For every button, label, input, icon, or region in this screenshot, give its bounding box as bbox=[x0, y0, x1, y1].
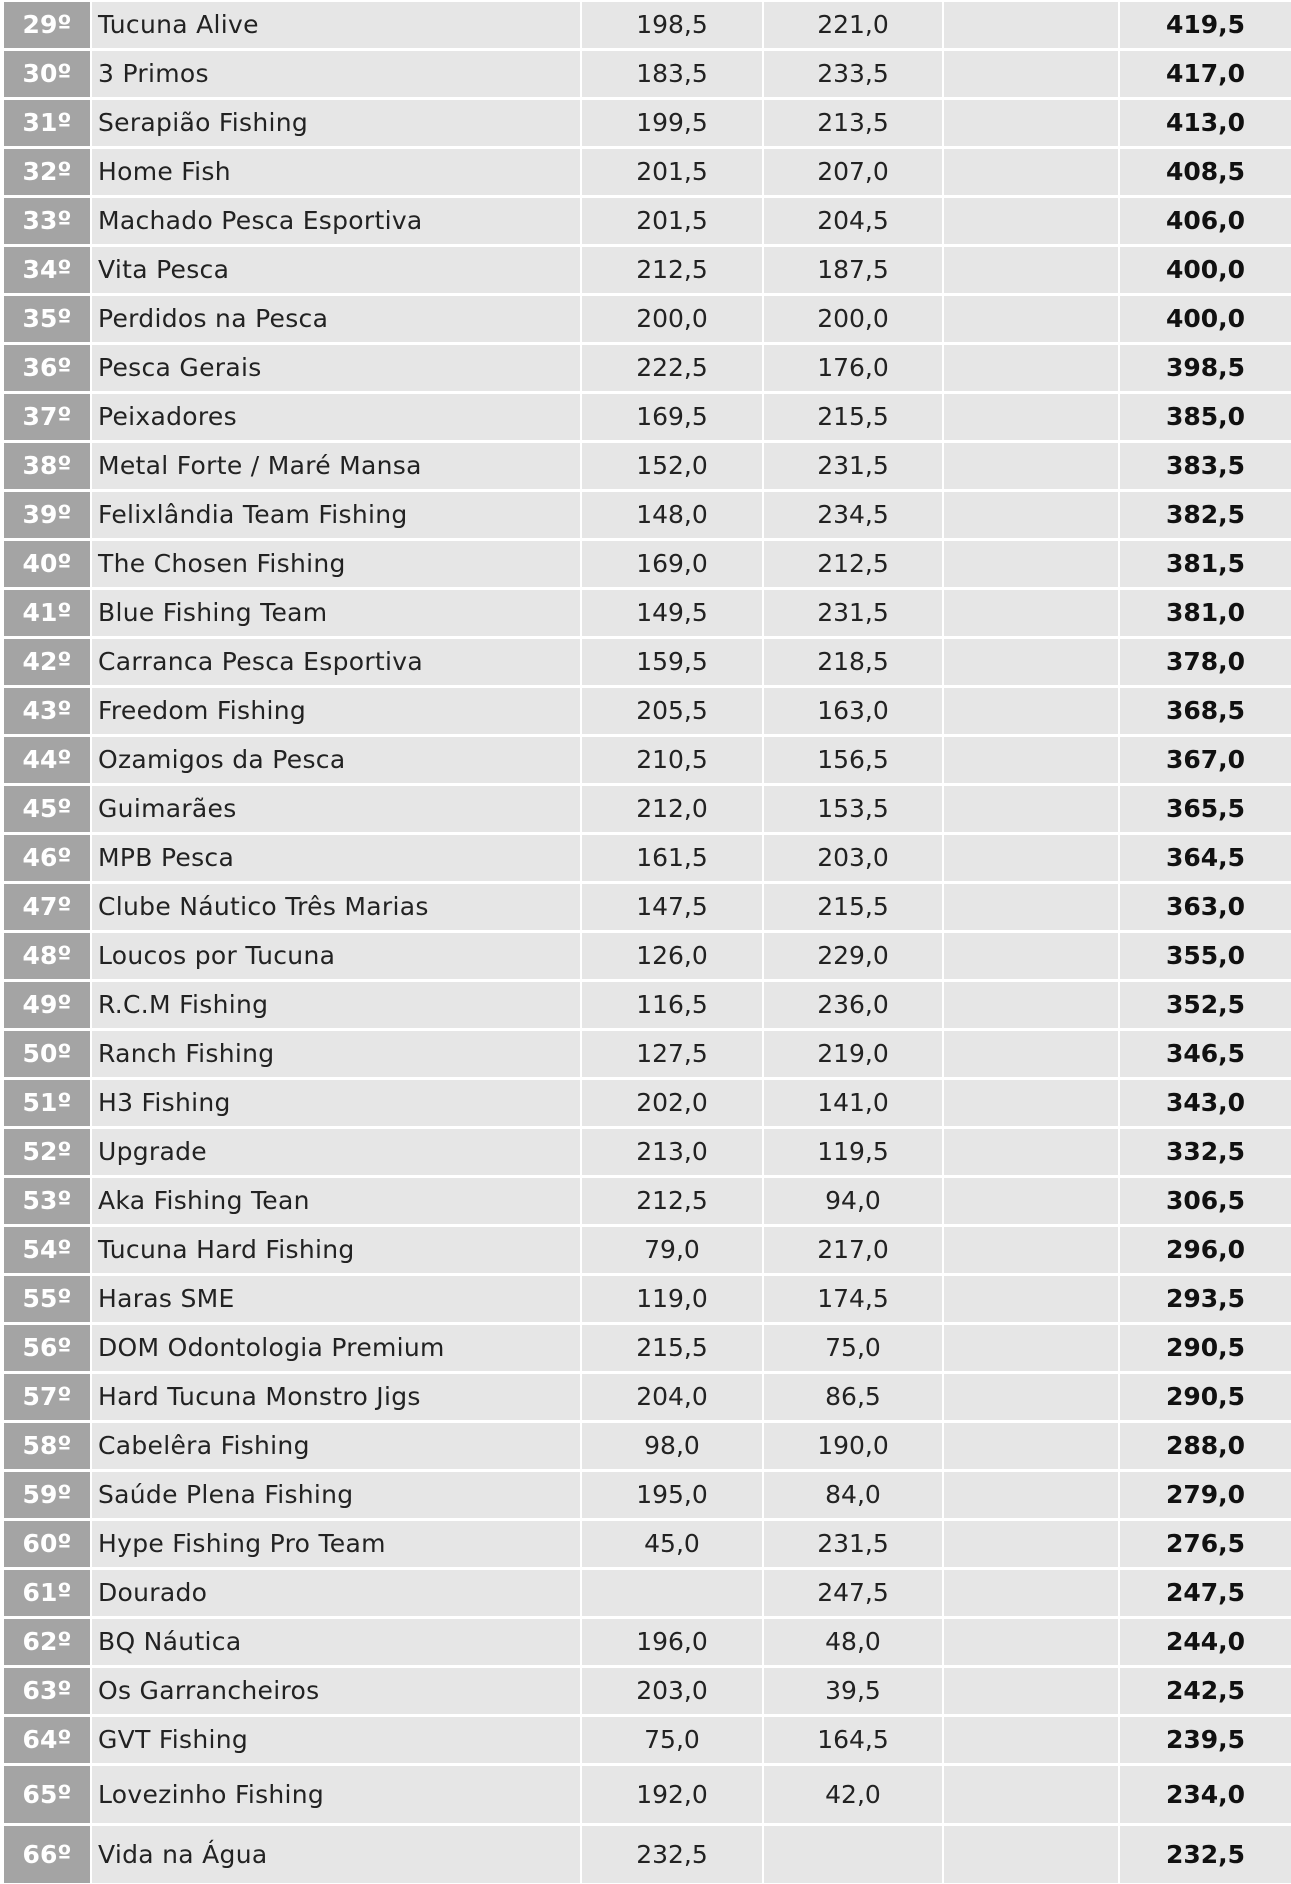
score-day3-cell bbox=[944, 1274, 1120, 1323]
score-day1-cell: 198,5 bbox=[582, 0, 764, 49]
score-day3-cell bbox=[944, 1225, 1120, 1274]
table-row bbox=[0, 1568, 1291, 1617]
score-day1-cell: 213,0 bbox=[582, 1127, 764, 1176]
score-day2-cell: 200,0 bbox=[764, 294, 944, 343]
rank-cell: 64º bbox=[0, 1715, 92, 1764]
total-score-cell: 343,0 bbox=[1120, 1078, 1291, 1127]
score-day1-cell: 127,5 bbox=[582, 1029, 764, 1078]
team-name-cell: Dourado bbox=[92, 1568, 582, 1617]
table-row bbox=[0, 784, 1291, 833]
rank-cell: 37º bbox=[0, 392, 92, 441]
team-name-cell: Vita Pesca bbox=[92, 245, 582, 294]
team-name-cell: Blue Fishing Team bbox=[92, 588, 582, 637]
score-day2-cell: 231,5 bbox=[764, 1519, 944, 1568]
table-row bbox=[0, 1323, 1291, 1372]
total-score-cell: 419,5 bbox=[1120, 0, 1291, 49]
team-name-cell: Vida na Água bbox=[92, 1824, 582, 1884]
team-name-cell: Guimarães bbox=[92, 784, 582, 833]
team-name-cell: R.C.M Fishing bbox=[92, 980, 582, 1029]
table-row bbox=[0, 245, 1291, 294]
score-day1-cell: 202,0 bbox=[582, 1078, 764, 1127]
team-name-cell: Clube Náutico Três Marias bbox=[92, 882, 582, 931]
table-row bbox=[0, 1225, 1291, 1274]
score-day1-cell: 126,0 bbox=[582, 931, 764, 980]
score-day1-cell: 159,5 bbox=[582, 637, 764, 686]
score-day3-cell bbox=[944, 1470, 1120, 1519]
table-row bbox=[0, 686, 1291, 735]
score-day2-cell: 231,5 bbox=[764, 588, 944, 637]
team-name-cell: Freedom Fishing bbox=[92, 686, 582, 735]
rank-cell: 52º bbox=[0, 1127, 92, 1176]
score-day1-cell: 192,0 bbox=[582, 1764, 764, 1824]
score-day2-cell: 48,0 bbox=[764, 1617, 944, 1666]
score-day1-cell: 148,0 bbox=[582, 490, 764, 539]
team-name-cell: Loucos por Tucuna bbox=[92, 931, 582, 980]
total-score-cell: 332,5 bbox=[1120, 1127, 1291, 1176]
score-day2-cell bbox=[764, 1824, 944, 1884]
team-name-cell: DOM Odontologia Premium bbox=[92, 1323, 582, 1372]
table-row bbox=[0, 980, 1291, 1029]
score-day2-cell: 236,0 bbox=[764, 980, 944, 1029]
score-day1-cell: 196,0 bbox=[582, 1617, 764, 1666]
score-day2-cell: 221,0 bbox=[764, 0, 944, 49]
rank-cell: 40º bbox=[0, 539, 92, 588]
total-score-cell: 383,5 bbox=[1120, 441, 1291, 490]
table-row bbox=[0, 1274, 1291, 1323]
total-score-cell: 398,5 bbox=[1120, 343, 1291, 392]
rank-cell: 46º bbox=[0, 833, 92, 882]
total-score-cell: 279,0 bbox=[1120, 1470, 1291, 1519]
team-name-cell: Metal Forte / Maré Mansa bbox=[92, 441, 582, 490]
score-day3-cell bbox=[944, 1127, 1120, 1176]
score-day3-cell bbox=[944, 1568, 1120, 1617]
team-name-cell: MPB Pesca bbox=[92, 833, 582, 882]
team-name-cell: Tucuna Alive bbox=[92, 0, 582, 49]
table-row bbox=[0, 833, 1291, 882]
total-score-cell: 355,0 bbox=[1120, 931, 1291, 980]
score-day1-cell: 116,5 bbox=[582, 980, 764, 1029]
rank-cell: 36º bbox=[0, 343, 92, 392]
score-day1-cell: 201,5 bbox=[582, 147, 764, 196]
score-day3-cell bbox=[944, 1029, 1120, 1078]
total-score-cell: 232,5 bbox=[1120, 1824, 1291, 1884]
total-score-cell: 306,5 bbox=[1120, 1176, 1291, 1225]
table-row bbox=[0, 882, 1291, 931]
score-day1-cell: 161,5 bbox=[582, 833, 764, 882]
rank-cell: 29º bbox=[0, 0, 92, 49]
score-day3-cell bbox=[944, 882, 1120, 931]
score-day1-cell: 212,5 bbox=[582, 245, 764, 294]
rank-cell: 58º bbox=[0, 1421, 92, 1470]
score-day1-cell: 183,5 bbox=[582, 49, 764, 98]
score-day3-cell bbox=[944, 1421, 1120, 1470]
score-day3-cell bbox=[944, 1715, 1120, 1764]
score-day3-cell bbox=[944, 588, 1120, 637]
rank-cell: 62º bbox=[0, 1617, 92, 1666]
score-day2-cell: 190,0 bbox=[764, 1421, 944, 1470]
total-score-cell: 293,5 bbox=[1120, 1274, 1291, 1323]
table-row bbox=[0, 49, 1291, 98]
score-day2-cell: 219,0 bbox=[764, 1029, 944, 1078]
score-day3-cell bbox=[944, 245, 1120, 294]
score-day2-cell: 218,5 bbox=[764, 637, 944, 686]
rank-cell: 41º bbox=[0, 588, 92, 637]
score-day2-cell: 207,0 bbox=[764, 147, 944, 196]
rank-cell: 54º bbox=[0, 1225, 92, 1274]
rank-cell: 43º bbox=[0, 686, 92, 735]
score-day2-cell: 176,0 bbox=[764, 343, 944, 392]
table-row bbox=[0, 1617, 1291, 1666]
total-score-cell: 363,0 bbox=[1120, 882, 1291, 931]
table-row bbox=[0, 1764, 1291, 1824]
rank-cell: 33º bbox=[0, 196, 92, 245]
score-day3-cell bbox=[944, 294, 1120, 343]
score-day1-cell: 152,0 bbox=[582, 441, 764, 490]
score-day1-cell: 203,0 bbox=[582, 1666, 764, 1715]
score-day2-cell: 247,5 bbox=[764, 1568, 944, 1617]
team-name-cell: Perdidos na Pesca bbox=[92, 294, 582, 343]
rank-cell: 31º bbox=[0, 98, 92, 147]
score-day1-cell: 222,5 bbox=[582, 343, 764, 392]
total-score-cell: 406,0 bbox=[1120, 196, 1291, 245]
table-row bbox=[0, 1078, 1291, 1127]
team-name-cell: BQ Náutica bbox=[92, 1617, 582, 1666]
score-day3-cell bbox=[944, 980, 1120, 1029]
score-day3-cell bbox=[944, 490, 1120, 539]
team-name-cell: Os Garrancheiros bbox=[92, 1666, 582, 1715]
team-name-cell: Haras SME bbox=[92, 1274, 582, 1323]
score-day3-cell bbox=[944, 784, 1120, 833]
score-day3-cell bbox=[944, 1372, 1120, 1421]
score-day3-cell bbox=[944, 98, 1120, 147]
rank-cell: 44º bbox=[0, 735, 92, 784]
rank-cell: 49º bbox=[0, 980, 92, 1029]
score-day1-cell: 204,0 bbox=[582, 1372, 764, 1421]
team-name-cell: Tucuna Hard Fishing bbox=[92, 1225, 582, 1274]
total-score-cell: 290,5 bbox=[1120, 1372, 1291, 1421]
score-day2-cell: 231,5 bbox=[764, 441, 944, 490]
team-name-cell: Serapião Fishing bbox=[92, 98, 582, 147]
table-row bbox=[0, 637, 1291, 686]
rank-cell: 48º bbox=[0, 931, 92, 980]
table-row bbox=[0, 147, 1291, 196]
total-score-cell: 400,0 bbox=[1120, 294, 1291, 343]
total-score-cell: 288,0 bbox=[1120, 1421, 1291, 1470]
score-day2-cell: 217,0 bbox=[764, 1225, 944, 1274]
score-day3-cell bbox=[944, 1617, 1120, 1666]
score-day1-cell: 215,5 bbox=[582, 1323, 764, 1372]
rank-cell: 59º bbox=[0, 1470, 92, 1519]
team-name-cell: Machado Pesca Esportiva bbox=[92, 196, 582, 245]
table-row bbox=[0, 490, 1291, 539]
total-score-cell: 296,0 bbox=[1120, 1225, 1291, 1274]
table-row bbox=[0, 392, 1291, 441]
score-day2-cell: 204,5 bbox=[764, 196, 944, 245]
table-row bbox=[0, 1470, 1291, 1519]
score-day2-cell: 94,0 bbox=[764, 1176, 944, 1225]
table-row bbox=[0, 1127, 1291, 1176]
score-day1-cell: 210,5 bbox=[582, 735, 764, 784]
score-day3-cell bbox=[944, 1519, 1120, 1568]
total-score-cell: 417,0 bbox=[1120, 49, 1291, 98]
score-day1-cell: 169,0 bbox=[582, 539, 764, 588]
total-score-cell: 408,5 bbox=[1120, 147, 1291, 196]
rank-cell: 42º bbox=[0, 637, 92, 686]
team-name-cell: Hype Fishing Pro Team bbox=[92, 1519, 582, 1568]
team-name-cell: Ranch Fishing bbox=[92, 1029, 582, 1078]
team-name-cell: Cabelêra Fishing bbox=[92, 1421, 582, 1470]
table-row bbox=[0, 0, 1291, 49]
score-day1-cell: 45,0 bbox=[582, 1519, 764, 1568]
total-score-cell: 368,5 bbox=[1120, 686, 1291, 735]
score-day2-cell: 42,0 bbox=[764, 1764, 944, 1824]
score-day2-cell: 119,5 bbox=[764, 1127, 944, 1176]
rank-cell: 47º bbox=[0, 882, 92, 931]
score-day3-cell bbox=[944, 686, 1120, 735]
score-day1-cell: 195,0 bbox=[582, 1470, 764, 1519]
score-day2-cell: 215,5 bbox=[764, 882, 944, 931]
score-day2-cell: 75,0 bbox=[764, 1323, 944, 1372]
score-day1-cell: 212,5 bbox=[582, 1176, 764, 1225]
rank-cell: 60º bbox=[0, 1519, 92, 1568]
rank-cell: 39º bbox=[0, 490, 92, 539]
table-row bbox=[0, 1666, 1291, 1715]
score-day3-cell bbox=[944, 931, 1120, 980]
team-name-cell: Ozamigos da Pesca bbox=[92, 735, 582, 784]
table-row bbox=[0, 1715, 1291, 1764]
team-name-cell: Aka Fishing Tean bbox=[92, 1176, 582, 1225]
score-day2-cell: 215,5 bbox=[764, 392, 944, 441]
total-score-cell: 400,0 bbox=[1120, 245, 1291, 294]
score-day3-cell bbox=[944, 49, 1120, 98]
score-day1-cell: 212,0 bbox=[582, 784, 764, 833]
score-day1-cell bbox=[582, 1568, 764, 1617]
score-day3-cell bbox=[944, 196, 1120, 245]
score-day2-cell: 203,0 bbox=[764, 833, 944, 882]
team-name-cell: 3 Primos bbox=[92, 49, 582, 98]
table-row bbox=[0, 1176, 1291, 1225]
rank-cell: 53º bbox=[0, 1176, 92, 1225]
team-name-cell: Upgrade bbox=[92, 1127, 582, 1176]
rank-cell: 50º bbox=[0, 1029, 92, 1078]
team-name-cell: The Chosen Fishing bbox=[92, 539, 582, 588]
score-day3-cell bbox=[944, 392, 1120, 441]
score-day3-cell bbox=[944, 343, 1120, 392]
team-name-cell: GVT Fishing bbox=[92, 1715, 582, 1764]
total-score-cell: 242,5 bbox=[1120, 1666, 1291, 1715]
team-name-cell: Home Fish bbox=[92, 147, 582, 196]
table-row bbox=[0, 294, 1291, 343]
total-score-cell: 378,0 bbox=[1120, 637, 1291, 686]
score-day1-cell: 75,0 bbox=[582, 1715, 764, 1764]
score-day2-cell: 234,5 bbox=[764, 490, 944, 539]
score-day1-cell: 169,5 bbox=[582, 392, 764, 441]
score-day1-cell: 199,5 bbox=[582, 98, 764, 147]
table-row bbox=[0, 98, 1291, 147]
score-day1-cell: 200,0 bbox=[582, 294, 764, 343]
total-score-cell: 247,5 bbox=[1120, 1568, 1291, 1617]
score-day1-cell: 149,5 bbox=[582, 588, 764, 637]
score-day2-cell: 187,5 bbox=[764, 245, 944, 294]
score-day3-cell bbox=[944, 0, 1120, 49]
score-day1-cell: 119,0 bbox=[582, 1274, 764, 1323]
team-name-cell: Hard Tucuna Monstro Jigs bbox=[92, 1372, 582, 1421]
score-day2-cell: 156,5 bbox=[764, 735, 944, 784]
rank-cell: 35º bbox=[0, 294, 92, 343]
score-day1-cell: 205,5 bbox=[582, 686, 764, 735]
total-score-cell: 352,5 bbox=[1120, 980, 1291, 1029]
rank-cell: 56º bbox=[0, 1323, 92, 1372]
team-name-cell: Pesca Gerais bbox=[92, 343, 582, 392]
score-day2-cell: 163,0 bbox=[764, 686, 944, 735]
table-row bbox=[0, 1372, 1291, 1421]
total-score-cell: 290,5 bbox=[1120, 1323, 1291, 1372]
score-day1-cell: 201,5 bbox=[582, 196, 764, 245]
table-row bbox=[0, 931, 1291, 980]
rank-cell: 66º bbox=[0, 1824, 92, 1884]
score-day2-cell: 233,5 bbox=[764, 49, 944, 98]
table-row bbox=[0, 539, 1291, 588]
score-day3-cell bbox=[944, 1078, 1120, 1127]
table-row bbox=[0, 1029, 1291, 1078]
team-name-cell: Lovezinho Fishing bbox=[92, 1764, 582, 1824]
score-day2-cell: 84,0 bbox=[764, 1470, 944, 1519]
total-score-cell: 276,5 bbox=[1120, 1519, 1291, 1568]
score-day2-cell: 164,5 bbox=[764, 1715, 944, 1764]
score-day3-cell bbox=[944, 1176, 1120, 1225]
rank-cell: 51º bbox=[0, 1078, 92, 1127]
table-row bbox=[0, 588, 1291, 637]
total-score-cell: 382,5 bbox=[1120, 490, 1291, 539]
score-day2-cell: 141,0 bbox=[764, 1078, 944, 1127]
table-row bbox=[0, 1519, 1291, 1568]
score-day1-cell: 79,0 bbox=[582, 1225, 764, 1274]
score-day2-cell: 153,5 bbox=[764, 784, 944, 833]
score-day2-cell: 229,0 bbox=[764, 931, 944, 980]
score-day1-cell: 98,0 bbox=[582, 1421, 764, 1470]
total-score-cell: 381,5 bbox=[1120, 539, 1291, 588]
score-day3-cell bbox=[944, 147, 1120, 196]
table-row bbox=[0, 735, 1291, 784]
score-day2-cell: 39,5 bbox=[764, 1666, 944, 1715]
score-day2-cell: 174,5 bbox=[764, 1274, 944, 1323]
score-day3-cell bbox=[944, 1323, 1120, 1372]
score-day3-cell bbox=[944, 833, 1120, 882]
rank-cell: 65º bbox=[0, 1764, 92, 1824]
table-row bbox=[0, 196, 1291, 245]
rank-cell: 63º bbox=[0, 1666, 92, 1715]
score-day3-cell bbox=[944, 637, 1120, 686]
total-score-cell: 346,5 bbox=[1120, 1029, 1291, 1078]
team-name-cell: Peixadores bbox=[92, 392, 582, 441]
total-score-cell: 365,5 bbox=[1120, 784, 1291, 833]
score-day3-cell bbox=[944, 735, 1120, 784]
table-row bbox=[0, 1421, 1291, 1470]
team-name-cell: Felixlândia Team Fishing bbox=[92, 490, 582, 539]
rank-cell: 32º bbox=[0, 147, 92, 196]
score-day2-cell: 212,5 bbox=[764, 539, 944, 588]
total-score-cell: 367,0 bbox=[1120, 735, 1291, 784]
score-day1-cell: 232,5 bbox=[582, 1824, 764, 1884]
team-name-cell: Carranca Pesca Esportiva bbox=[92, 637, 582, 686]
score-day3-cell bbox=[944, 441, 1120, 490]
total-score-cell: 234,0 bbox=[1120, 1764, 1291, 1824]
total-score-cell: 239,5 bbox=[1120, 1715, 1291, 1764]
total-score-cell: 244,0 bbox=[1120, 1617, 1291, 1666]
rank-cell: 30º bbox=[0, 49, 92, 98]
rank-cell: 55º bbox=[0, 1274, 92, 1323]
score-day1-cell: 147,5 bbox=[582, 882, 764, 931]
rank-cell: 34º bbox=[0, 245, 92, 294]
total-score-cell: 385,0 bbox=[1120, 392, 1291, 441]
rank-cell: 38º bbox=[0, 441, 92, 490]
score-day3-cell bbox=[944, 1824, 1120, 1884]
total-score-cell: 364,5 bbox=[1120, 833, 1291, 882]
rank-cell: 61º bbox=[0, 1568, 92, 1617]
team-name-cell: Saúde Plena Fishing bbox=[92, 1470, 582, 1519]
total-score-cell: 413,0 bbox=[1120, 98, 1291, 147]
total-score-cell: 381,0 bbox=[1120, 588, 1291, 637]
table-row bbox=[0, 1824, 1291, 1884]
table-row bbox=[0, 441, 1291, 490]
score-day3-cell bbox=[944, 539, 1120, 588]
rank-cell: 45º bbox=[0, 784, 92, 833]
team-name-cell: H3 Fishing bbox=[92, 1078, 582, 1127]
score-day2-cell: 86,5 bbox=[764, 1372, 944, 1421]
rank-cell: 57º bbox=[0, 1372, 92, 1421]
table-row bbox=[0, 343, 1291, 392]
score-day3-cell bbox=[944, 1764, 1120, 1824]
score-day2-cell: 213,5 bbox=[764, 98, 944, 147]
score-day3-cell bbox=[944, 1666, 1120, 1715]
